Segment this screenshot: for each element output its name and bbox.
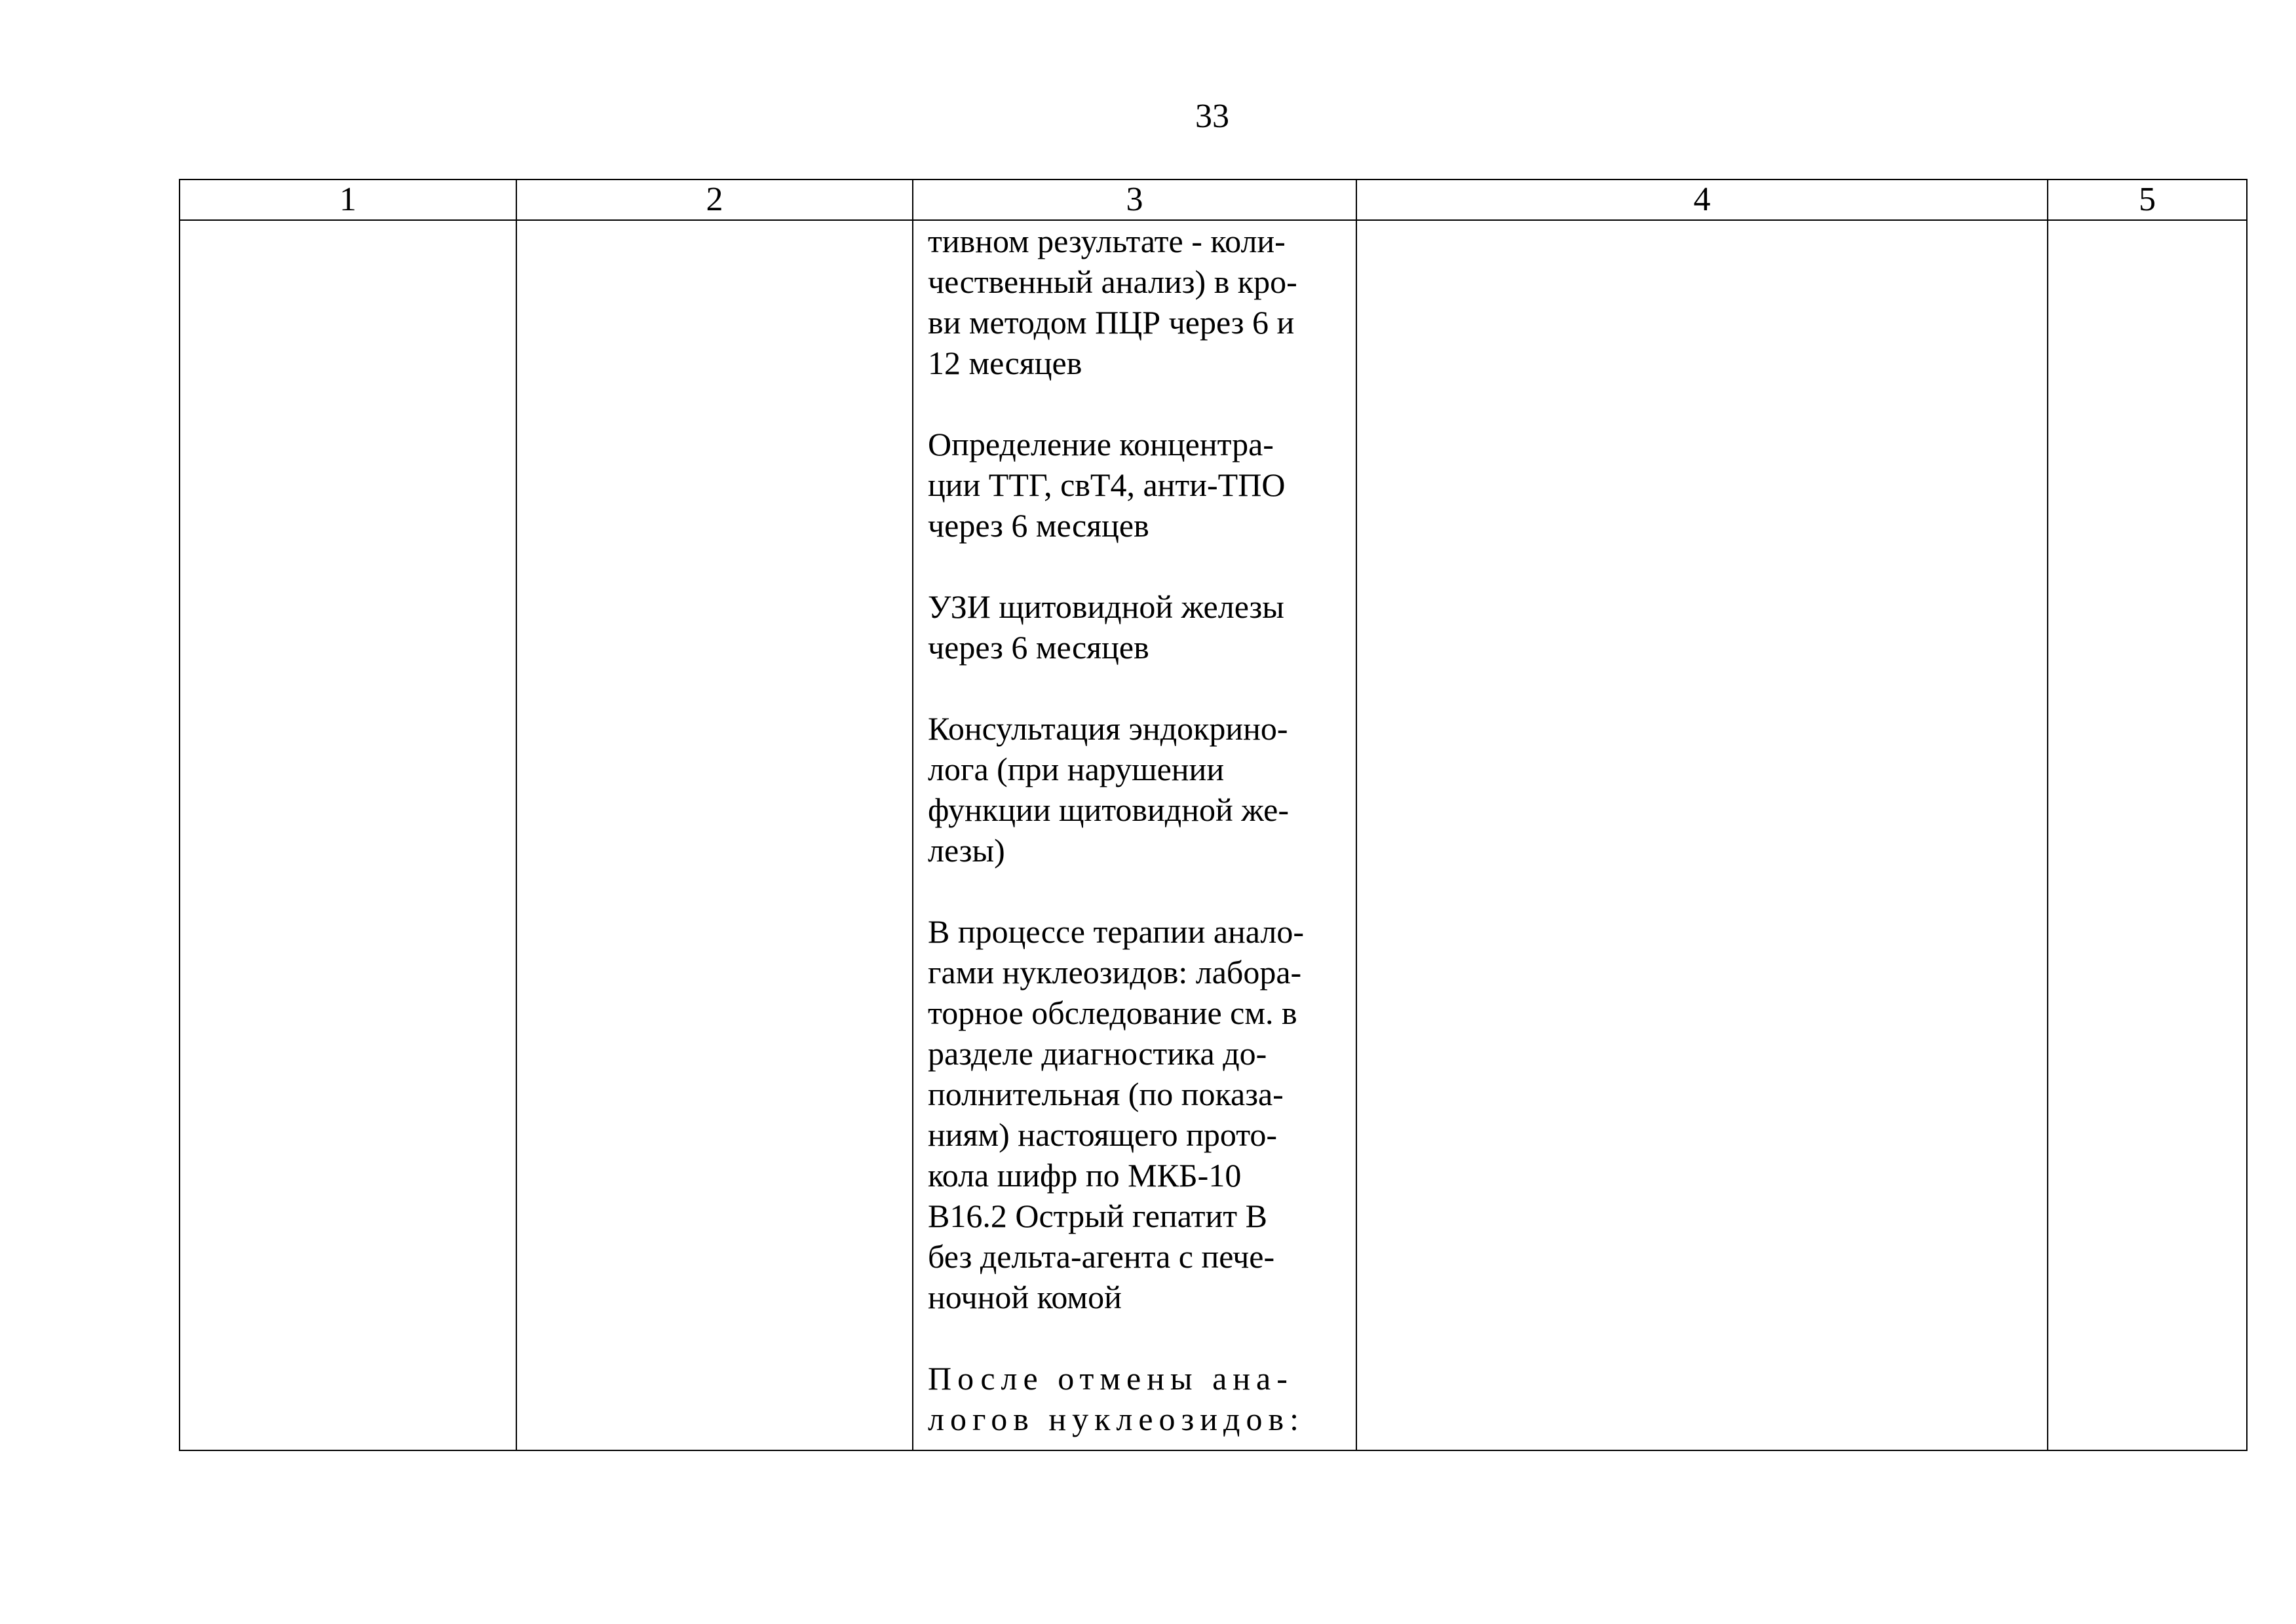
cell-col-5 — [2048, 220, 2247, 1450]
paragraph-thyroid-ultrasound: УЗИ щитовидной железы через 6 месяцев — [928, 588, 1284, 666]
column-header-5: 5 — [2048, 179, 2247, 220]
column-header-3: 3 — [913, 179, 1356, 220]
paragraph-tsh-concentration: Определение концентра- ции ТТГ, свТ4, анти-ТПО через 6 месяцев — [928, 426, 1286, 544]
cell-col-1 — [180, 220, 516, 1450]
paragraph-nucleoside-therapy: В процессе терапии анало- гами нуклеозидов: лабора- торное обследование см. в разделе диагностика до- полнительная (по показа- ниям) настоящего прото- кола шифр по МКБ-10 B16.2 Острый гепатит В без дельта-агента с пече- ночной комой — [928, 913, 1305, 1315]
cell-col-3 — [913, 220, 1356, 1450]
table-row — [180, 220, 2247, 1450]
column-header-1: 1 — [180, 179, 516, 220]
document-table — [179, 179, 2248, 1451]
table-header-row — [180, 179, 2247, 220]
column-header-2: 2 — [516, 179, 913, 220]
paragraph-pcr-analysis: тивном результате - коли- чественный анализ) в кро- ви методом ПЦР через 6 и 12 месяцев — [928, 223, 1297, 381]
paragraph-endocrinologist-consultation: Консультация эндокрино- лога (при нарушении функции щитовидной же- лезы) — [928, 710, 1289, 869]
cell-col-4 — [1356, 220, 2048, 1450]
cell-col-3-content — [913, 221, 1356, 1439]
page-number: 33 — [1195, 98, 1229, 135]
cell-col-2 — [516, 220, 913, 1450]
paragraph-after-cancellation: После отмены ана- логов нуклеозидов: — [928, 1360, 1305, 1437]
column-header-4: 4 — [1356, 179, 2048, 220]
